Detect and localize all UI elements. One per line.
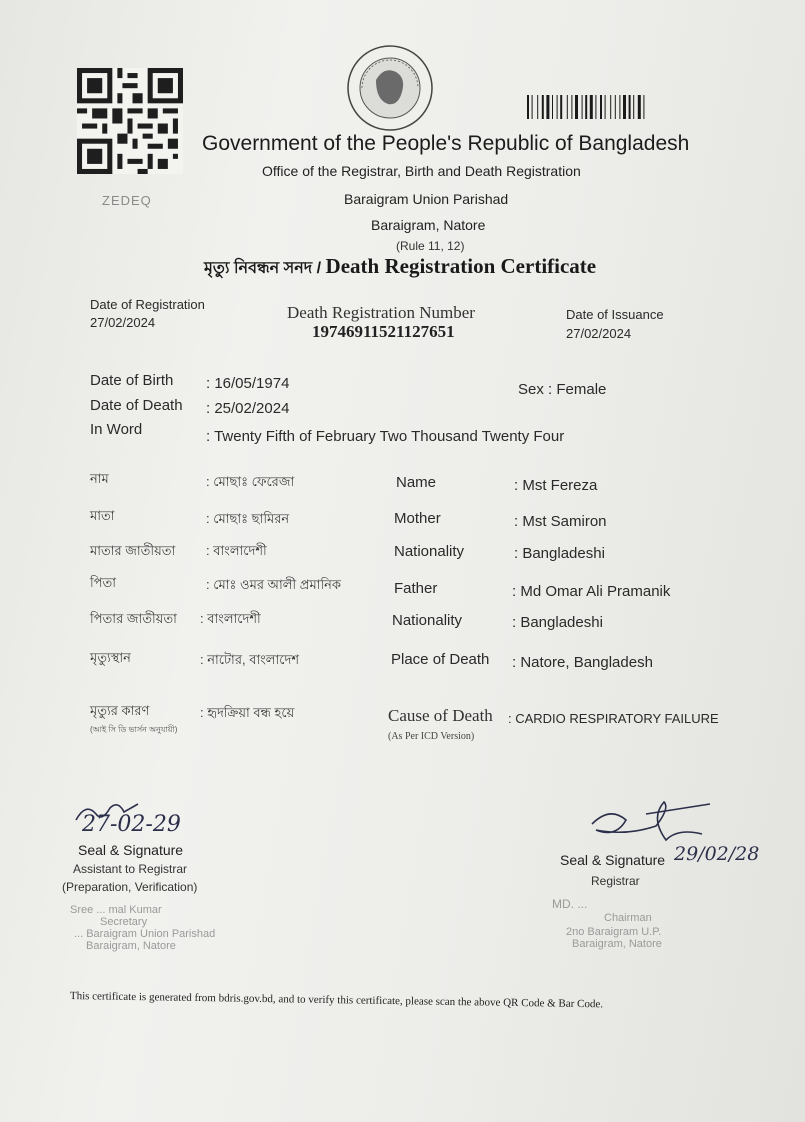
registrar-signature-scribble xyxy=(586,800,716,848)
en-value: : Mst Samiron xyxy=(514,513,607,530)
date-of-registration-value: 27/02/2024 xyxy=(90,315,156,330)
en-value: : Mst Fereza xyxy=(514,477,598,494)
bn-label: মৃত্যুস্থান xyxy=(90,650,131,665)
barcode xyxy=(527,95,717,119)
assistant-handwritten-date: 27-02-29 xyxy=(82,812,181,837)
en-value: : Bangladeshi xyxy=(512,614,603,631)
en-label: Mother xyxy=(394,510,441,527)
assistant-stamp-line: Baraigram, Natore xyxy=(86,940,176,952)
bn-value: : বাংলাদেশী xyxy=(206,543,267,558)
assistant-stamp-line: Sree ... mal Kumar xyxy=(70,904,162,916)
inword-value: : Twenty Fifth of February Two Thousand Twenty Four xyxy=(206,428,565,445)
bn-label: পিতার জাতীয়তা xyxy=(90,611,177,626)
title-bangla: মৃত্যু নিবন্ধন সনদ / xyxy=(204,260,322,277)
assistant-duty: (Preparation, Verification) xyxy=(62,880,198,894)
en-label: Nationality xyxy=(394,543,465,560)
registrar-stamp-line: 2no Baraigram U.P. xyxy=(566,926,662,938)
dob-label: Date of Birth xyxy=(90,372,174,389)
en-label: Name xyxy=(396,474,437,491)
registration-number: 19746911521127651 xyxy=(312,322,455,341)
date-of-registration-label: Date of Registration xyxy=(90,297,205,312)
en-label: Father xyxy=(394,580,438,597)
qr-code xyxy=(77,68,183,174)
registrar-stamp-line: Baraigram, Natore xyxy=(572,938,662,950)
date-of-issuance-value: 27/02/2024 xyxy=(566,326,632,341)
bn-value: : মোছাঃ ছামিরন xyxy=(206,511,290,526)
cause-en-value: : CARDIO RESPIRATORY FAILURE xyxy=(508,711,719,726)
office-name: Office of the Registrar, Birth and Death Registration xyxy=(262,163,581,179)
sex-value: Sex : Female xyxy=(518,381,607,398)
cause-en-label: Cause of Death xyxy=(388,706,493,725)
en-value: : Md Omar Ali Pramanik xyxy=(512,583,671,600)
bn-value: : মোঃ ওমর আলী প্রমানিক xyxy=(206,577,342,592)
cause-en-sub: (As Per ICD Version) xyxy=(388,731,475,742)
bn-value: : নাটোর, বাংলাদেশ xyxy=(200,652,300,667)
assistant-role: Assistant to Registrar xyxy=(73,862,188,876)
registrar-stamp-line: Chairman xyxy=(604,912,652,924)
registrar-stamp-line: MD. ... xyxy=(552,897,588,911)
dod-value: : 25/02/2024 xyxy=(206,400,290,417)
bn-label: নাম xyxy=(90,471,109,486)
footer-verification-note: This certificate is generated from bdris.gov.bd, and to verify this certificate, please scan the above QR Code & Bar Code. xyxy=(69,990,604,1011)
en-value: : Natore, Bangladesh xyxy=(512,654,653,671)
bn-value: : বাংলাদেশী xyxy=(200,611,261,626)
dob-value: : 16/05/1974 xyxy=(206,375,290,392)
title-english: Death Registration Certificate xyxy=(325,254,597,278)
inword-label: In Word xyxy=(90,421,143,438)
bn-label: মাতার জাতীয়তা xyxy=(90,543,176,558)
registrar-seal-title: Seal & Signature xyxy=(560,852,666,868)
dod-label: Date of Death xyxy=(90,397,183,414)
registrar-role: Registrar xyxy=(591,874,640,888)
bn-label: মাতা xyxy=(90,508,115,523)
en-label: Nationality xyxy=(392,612,463,629)
registration-number-label: Death Registration Number xyxy=(287,303,475,322)
assistant-stamp-line: Secretary xyxy=(100,916,148,928)
en-label: Place of Death xyxy=(391,651,490,668)
government-emblem xyxy=(346,44,434,132)
government-name: Government of the People's Republic of Bangladesh xyxy=(202,132,690,155)
cause-bn-label: মৃত্যুর কারণ xyxy=(90,703,150,718)
cause-bn-sub: (আই সি ডি ভার্সন অনুযায়ী) xyxy=(90,725,178,734)
cause-bn-value: : হৃদক্রিয়া বন্ধ হয়ে xyxy=(200,705,295,720)
bn-label: পিতা xyxy=(90,575,117,590)
assistant-stamp-line: ... Baraigram Union Parishad xyxy=(74,928,216,940)
rule-reference: (Rule 11, 12) xyxy=(396,239,465,253)
en-value: : Bangladeshi xyxy=(514,545,605,562)
qr-caption: ZEDEQ xyxy=(102,193,152,208)
date-of-issuance-label: Date of Issuance xyxy=(566,307,664,322)
union-name: Baraigram Union Parishad xyxy=(344,191,509,207)
union-location: Baraigram, Natore xyxy=(371,217,486,233)
certificate-title xyxy=(204,254,596,282)
registrar-handwritten-date: 29/02/28 xyxy=(674,843,760,865)
bn-value: : মোছাঃ ফেরেজা xyxy=(206,474,295,489)
assistant-seal-title: Seal & Signature xyxy=(78,842,184,858)
